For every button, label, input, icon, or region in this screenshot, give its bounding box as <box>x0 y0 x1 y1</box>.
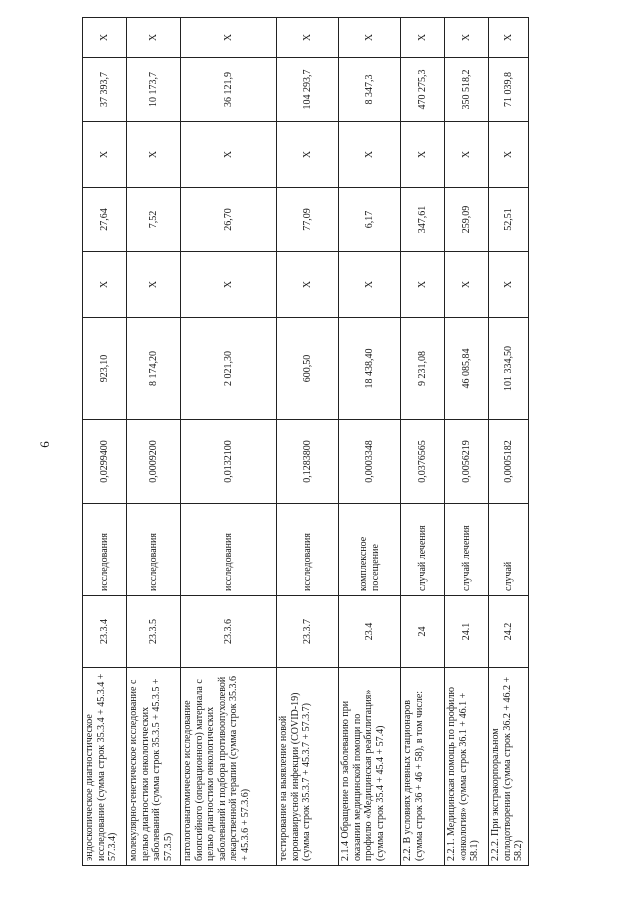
row-col8: X <box>83 122 127 188</box>
row-col7: 52,51 <box>489 188 529 252</box>
row-unit: исследования <box>181 504 277 596</box>
row-norm: 0,0003348 <box>339 420 401 504</box>
row-norm: 0,1283800 <box>277 420 339 504</box>
row-unit: случай лечения <box>445 504 489 596</box>
row-col8: X <box>489 122 529 188</box>
row-col7: 26,70 <box>181 188 277 252</box>
row-col10: X <box>127 18 181 58</box>
row-col8: X <box>181 122 277 188</box>
financing-table <box>82 17 529 866</box>
row-code: 24.1 <box>445 596 489 668</box>
row-col6: X <box>83 252 127 318</box>
row-name: патологоанатомическое исследование биопсийного (операционного) материала с целью диагностики онкологических заболеваний и подбора противоопухолевой лекарственной терапии (сумма строк 35.3.6 + 45.3.6 + 57.3.6) <box>181 668 277 866</box>
row-cost: 101 334,50 <box>489 318 529 420</box>
row-col6: X <box>489 252 529 318</box>
table-row <box>445 18 489 866</box>
row-col10: X <box>445 18 489 58</box>
row-col6: X <box>401 252 445 318</box>
row-norm: 0,0056219 <box>445 420 489 504</box>
row-cost: 600,50 <box>277 318 339 420</box>
row-col10: X <box>401 18 445 58</box>
row-col7: 259,09 <box>445 188 489 252</box>
table-row <box>127 18 181 866</box>
row-col9: 350 518,2 <box>445 58 489 122</box>
table-row <box>401 18 445 866</box>
row-col6: X <box>339 252 401 318</box>
row-cost: 18 438,40 <box>339 318 401 420</box>
row-name: 2.2. В условиях дневных стационаров (сумма строк 36 + 46 + 58), в том числе: <box>401 668 445 866</box>
row-name: молекулярно-генетическое исследование с целью диагностики онкологических заболеваний (сумма строк 35.3.5 + 45.3.5 + 57.3.5) <box>127 668 181 866</box>
row-code: 24.2 <box>489 596 529 668</box>
row-code: 24 <box>401 596 445 668</box>
row-cost: 9 231,08 <box>401 318 445 420</box>
row-norm: 0,0005182 <box>489 420 529 504</box>
row-norm: 0,0376565 <box>401 420 445 504</box>
row-name: эндоскопическое диагностическое исследование (сумма строк 35.3.4 + 45.3.4 + 57.3.4) <box>83 668 127 866</box>
row-unit: исследования <box>127 504 181 596</box>
row-col9: 470 275,3 <box>401 58 445 122</box>
row-col9: 71 039,8 <box>489 58 529 122</box>
row-unit: случай <box>489 504 529 596</box>
rotated-table-container <box>82 18 528 866</box>
page-number: 6 <box>36 441 52 448</box>
row-col7: 6,17 <box>339 188 401 252</box>
row-col7: 27,64 <box>83 188 127 252</box>
row-cost: 923,10 <box>83 318 127 420</box>
row-unit: случай лечения <box>401 504 445 596</box>
row-cost: 46 085,84 <box>445 318 489 420</box>
row-cost: 2 021,30 <box>181 318 277 420</box>
row-unit: исследования <box>277 504 339 596</box>
row-cost: 8 174,20 <box>127 318 181 420</box>
row-col8: X <box>339 122 401 188</box>
row-col8: X <box>127 122 181 188</box>
row-code: 23.3.7 <box>277 596 339 668</box>
table-row <box>489 18 529 866</box>
row-col9: 36 121,9 <box>181 58 277 122</box>
row-name: тестирование на выявление новой коронавирусной инфекции (COVID-19) (сумма строк 35.3.7 + 45.3.7 + 57.3.7) <box>277 668 339 866</box>
row-col9: 37 393,7 <box>83 58 127 122</box>
row-col9: 8 347,3 <box>339 58 401 122</box>
row-code: 23.4 <box>339 596 401 668</box>
row-col6: X <box>445 252 489 318</box>
row-col6: X <box>181 252 277 318</box>
table-row <box>83 18 127 866</box>
row-col8: X <box>401 122 445 188</box>
row-col7: 347,61 <box>401 188 445 252</box>
row-col7: 7,52 <box>127 188 181 252</box>
table-row <box>181 18 277 866</box>
row-col8: X <box>445 122 489 188</box>
row-col10: X <box>339 18 401 58</box>
table-body <box>83 18 529 866</box>
row-name: 2.2.1. Медицинская помощь по профилю «онкология» (сумма строк 36.1 + 46.1 + 58.1) <box>445 668 489 866</box>
row-col10: X <box>181 18 277 58</box>
row-name: 2.1.4 Обращение по заболеванию при оказании медицинской помощи по профилю «Медицинская реабилитация» (сумма строк 35.4 + 45.4 + 57.4) <box>339 668 401 866</box>
row-norm: 0,0009200 <box>127 420 181 504</box>
row-col10: X <box>489 18 529 58</box>
row-name: 2.2.2. При экстракорпоральном оплодотворении (сумма строк 36.2 + 46.2 + 58.2) <box>489 668 529 866</box>
row-col10: X <box>277 18 339 58</box>
row-norm: 0,0132100 <box>181 420 277 504</box>
row-code: 23.3.4 <box>83 596 127 668</box>
row-col6: X <box>127 252 181 318</box>
table-row <box>277 18 339 866</box>
row-col9: 10 173,7 <box>127 58 181 122</box>
row-unit: исследования <box>83 504 127 596</box>
row-col7: 77,09 <box>277 188 339 252</box>
row-code: 23.3.5 <box>127 596 181 668</box>
row-col9: 104 293,7 <box>277 58 339 122</box>
row-col6: X <box>277 252 339 318</box>
row-norm: 0,0299400 <box>83 420 127 504</box>
row-unit: комплексное посещение <box>339 504 401 596</box>
row-code: 23.3.6 <box>181 596 277 668</box>
row-col10: X <box>83 18 127 58</box>
table-row <box>339 18 401 866</box>
row-col8: X <box>277 122 339 188</box>
